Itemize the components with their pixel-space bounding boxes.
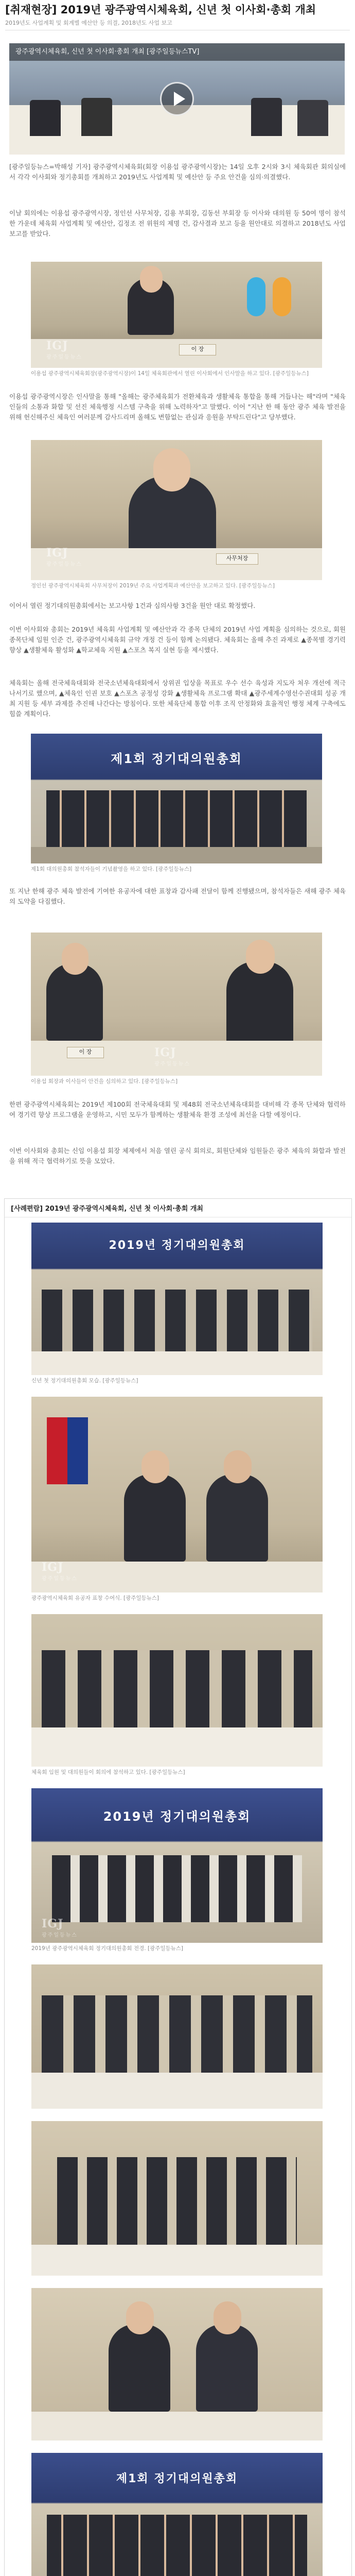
gallery-photo[interactable] — [31, 1397, 323, 1592]
watermark: IGJ 광주일등뉴스 — [46, 339, 82, 360]
paragraph: 이번 이사회와 총회는 신임 이용섭 회장 체제에서 처음 열린 공식 회의로, 회원단체와 임원들은 광주 체육의 화합과 발전을 위해 적극 협력하기로 뜻을 모았다. — [9, 1147, 346, 1165]
paragraph: 또 지난 한해 광주 체육 발전에 기여한 유공자에 대한 표창과 감사패 전달이 함께 진행됐으며, 참석자들은 새해 광주 체육의 도약을 다짐했다. — [9, 887, 346, 905]
paragraph: 이용섭 광주광역시장은 인사말을 통해 "올해는 광주체육회가 전환체육과 생활체육 통합을 통해 거듭나는 해"라며 "체육인들의 소통과 화합 및 선진 체육행정 시스템 구축을 위해 노력하자"고 말했다. 이어 "지난 한 해 동안 광주 체육 발전을 위해 헌신해주신 체육인 여러분께 감사드리며 올해도 변함없는 관심과 응원을 부탁드린다"고 당부했다. — [9, 393, 346, 421]
photo-secretary-report — [31, 440, 322, 580]
gallery-photo[interactable] — [31, 1614, 323, 1767]
photo-caption: 2019년 광주광역시체육회 정기대의원총회 전경. [광주일등뉴스] — [31, 1945, 184, 1952]
event-banner: 제1회 정기대의원총회 — [116, 2472, 238, 2485]
nameplate: 이 장 — [67, 1047, 104, 1058]
photo-group — [31, 734, 322, 863]
paragraph: 이어서 열린 정기대의원총회에서는 보고사항 1건과 심의사항 3건을 원안 대로 확정했다. — [9, 602, 256, 609]
article-title: [취재현장] 2019년 광주광역시체육회, 신년 첫 이사회·총회 개최 — [5, 4, 316, 16]
gallery-photo[interactable] — [31, 1223, 323, 1375]
gallery-photo[interactable] — [31, 1964, 323, 2109]
video-title-bar: 광주광역시체육회, 신년 첫 이사회·총회 개최 [광주일등뉴스TV] — [9, 43, 345, 61]
photo-caption: 정인선 광주광역시체육회 사무처장이 2019년 주요 사업계획과 예산안을 보고하고 있다. [광주일등뉴스] — [31, 583, 275, 589]
paragraph: 이번 이사회와 총회는 2019년 체육회 사업계획 및 예산안과 각 종목 단체의 2019년 사업 계획을 심의하는 것으로, 회원종목단체 임원 인준 건, 광주광역시체육회 규약 개정 건 등이 함께 논의됐다. 체육회는 올해 추진 과제로 ▲종목별 경기력 향상 ▲생활체육 활성화 ▲학교체육 지원 ▲스포츠 복지 실현 등을 제시했다. — [9, 625, 346, 654]
photo-caption: 신년 첫 정기대의원총회 모습. [광주일등뉴스] — [31, 1378, 138, 1384]
paragraph: 한편 광주광역시체육회는 2019년 제100회 전국체육대회 및 제48회 전국소년체육대회를 대비해 각 종목 단체와 협력하여 경기력 향상 프로그램을 운영하고, 시민 모두가 함께하는 생활체육 환경 조성에 최선을 다할 예정이다. — [9, 1100, 346, 1118]
watermark: IGJ 광주일등뉴스 — [154, 1046, 190, 1067]
paragraph: 체육회는 올해 전국체육대회와 전국소년체육대회에서 상위권 입상을 목표로 우수 선수 육성과 지도자 처우 개선에 적극 나서기로 했으며, ▲체육인 인권 보호 ▲스포츠 공정성 강화 ▲생활체육 프로그램 확대 ▲광주세계수영선수권대회 성공 개최 지원 등 세부 과제를 추진해 나간다는 방침이다. 또한 체육단체 통합 이후 조직 안정화와 효율적인 행정 체계 구축에도 힘쓸 계획이다. — [9, 679, 346, 718]
nameplate: 사무처장 — [216, 553, 258, 565]
photo-chairman-speech — [31, 262, 322, 368]
gallery-photo[interactable] — [31, 2121, 323, 2276]
event-banner: 제1회 정기대의원총회 — [111, 752, 242, 766]
paragraph: 이날 회의에는 이용섭 광주광역시장, 정인선 사무처장, 김용 부회장, 김동선 부회장 등 이사와 대의원 등 50여 명이 참석한 가운데 체육회 사업계획 및 예산안, 김정조 전 위원의 제명 건, 감사결과 보고 등을 원안대로 의결하고 2018년도 사업보고를 받았다. — [9, 209, 346, 238]
event-banner: 2019년 정기대의원총회 — [109, 1239, 245, 1252]
watermark: IGJ 광주일등뉴스 — [42, 1561, 78, 1582]
photo-caption: 광주광역시체육회 유공자 표창 수여식. [광주일등뉴스] — [31, 1595, 159, 1601]
paragraph: [광주일등뉴스=박해성 기자] 광주광역시체육회(회장 이용섭 광주광역시장)는 14일 오후 2시와 3시 체육회관 회의실에서 각각 이사회와 정기총회를 개최하고 2019년도 사업계획 및 예산안 등 주요 안건을 심의·의결했다. — [9, 163, 346, 181]
watermark: IGJ 광주일등뉴스 — [42, 1917, 78, 1938]
video-player[interactable] — [9, 43, 345, 155]
play-icon[interactable] — [160, 82, 194, 116]
photo-caption: 이용섭 회장과 이사들이 안건을 심의하고 있다. [광주일등뉴스] — [31, 1078, 178, 1084]
gallery-photo[interactable] — [31, 2288, 323, 2441]
article-meta: 2019년도 사업계획 및 회계별 예산안 등 의결, 2018년도 사업 보고 — [5, 20, 172, 26]
watermark: IGJ 광주일등뉴스 — [46, 546, 82, 567]
photo-gallery — [4, 1198, 352, 2576]
gallery-photo[interactable] — [31, 1788, 323, 1943]
photo-caption: 제1회 대의원총회 참석자들이 기념촬영을 하고 있다. [광주일등뉴스] — [31, 866, 192, 872]
gallery-photo[interactable] — [31, 2453, 323, 2576]
nameplate: 이 장 — [179, 344, 216, 355]
gallery-header: [사례편람] 2019년 광주광역시체육회, 신년 첫 이사회·총회 개최 — [5, 1199, 351, 1217]
photo-caption: 체육회 임원 및 대의원들이 회의에 참석하고 있다. [광주일등뉴스] — [31, 1769, 185, 1775]
event-banner: 2019년 정기대의원총회 — [103, 1809, 251, 1824]
photo-caption: 이용섭 광주광역시체육회장(광주광역시장)이 14일 체육회관에서 열린 이사회에서 인사말을 하고 있다. [광주일등뉴스] — [31, 370, 309, 377]
photo-board-meeting — [31, 933, 322, 1076]
